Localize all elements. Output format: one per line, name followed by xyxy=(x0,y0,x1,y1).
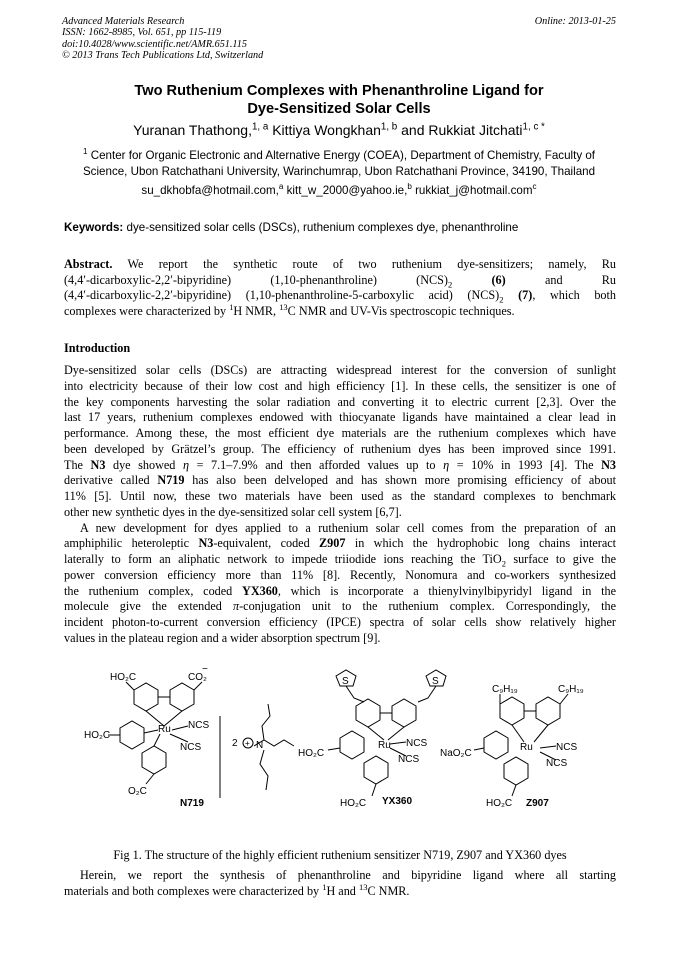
n719-name: N719 xyxy=(180,798,204,809)
n719-plus: + xyxy=(245,739,250,748)
abstract-text: (4,4′-dicarboxylic-2,2′-bipyridine) (1,10-phenanthroline) (NCS) xyxy=(64,272,448,287)
title-line-1: Two Ruthenium Complexes with Phenanthroline Ligand for xyxy=(134,83,544,99)
author-list xyxy=(62,122,616,139)
doi-line: doi:10.4028/www.scientific.net/AMR.651.115 xyxy=(62,38,247,50)
pi-symbol: π xyxy=(233,599,240,614)
pyridine-ring xyxy=(484,731,508,759)
abstract-label: Abstract. xyxy=(64,257,113,271)
z907-ncs2-label: NCS xyxy=(546,758,568,769)
affiliation-line-2: Science, Ubon Ratchathani University, Warinchumrap, Ubon Ratchathani Province, 34190, Thailand xyxy=(82,164,596,178)
dye-name: N3 xyxy=(601,457,617,472)
z907-ncs1-label: NCS xyxy=(556,742,578,753)
body-line: values in the plateau region and a wider absorption spectrum [9]. xyxy=(64,630,381,645)
z907-c9b-label: C₉H₁₉ xyxy=(558,684,584,695)
alkyl-chain xyxy=(260,750,268,790)
compound-label: (6) xyxy=(491,272,506,287)
z907-hooc-label: HO₂C xyxy=(486,798,513,809)
author-and: and xyxy=(401,122,425,138)
body-line xyxy=(64,536,616,552)
body-line: last 17 years, ruthenium complexes endowed with thiocyanate ligands have maintained a clear lead in xyxy=(64,410,616,425)
n719-ammonium-n: N xyxy=(256,740,264,751)
n719-structure xyxy=(108,682,294,798)
body-text: = 7.1–7.9% and then afforded values up to xyxy=(196,457,436,472)
email-3[interactable]: rukkiat_j@hotmail.com xyxy=(415,184,533,197)
body-text: laterally to form an aliphatic network to impede triiodide ions reaching the TiO xyxy=(64,552,502,566)
dye-name: N719 xyxy=(157,473,185,488)
superscript: 13 xyxy=(279,302,288,313)
z907-ru-label: Ru xyxy=(520,742,533,753)
alkyl-chain xyxy=(262,704,270,740)
body-text: the ruthenium complex, coded xyxy=(64,583,233,598)
pyridine-ring xyxy=(340,731,364,759)
body-line: been developed by Grätzel’s group. The efficiency of ruthenium dyes has been improved since 1991. xyxy=(64,441,616,456)
superscript: 1 xyxy=(229,302,234,313)
yx360-hooc-label: HO₂C xyxy=(298,748,325,759)
introduction-body xyxy=(64,363,616,647)
keywords xyxy=(64,220,616,235)
title-line-2: Dye-Sensitized Solar Cells xyxy=(247,101,431,117)
yx360-ru-label: Ru xyxy=(378,740,391,751)
body-line xyxy=(64,599,616,615)
pyridine-ring xyxy=(504,757,528,785)
author-2: Kittiya Wongkhan xyxy=(272,122,381,138)
yx360-ncs2-label: NCS xyxy=(398,754,420,765)
online-date: Online: 2013-01-25 xyxy=(534,16,616,27)
pyridine-ring xyxy=(364,756,388,784)
author-3-affil: 1, c * xyxy=(522,121,545,133)
n719-minus: − xyxy=(202,668,208,675)
z907-c9a-label: C₉H₁₉ xyxy=(492,684,518,695)
email-1[interactable]: su_dkhobfa@hotmail.com, xyxy=(141,184,279,197)
abstract-text: complexes were characterized by xyxy=(64,304,227,319)
dye-name: N3 xyxy=(90,457,106,472)
affiliation xyxy=(62,148,616,179)
author-1-affil: 1, a xyxy=(251,121,269,133)
body-line: performance. Among these, the most efficient dye materials are the ruthenium complexes which have xyxy=(64,426,616,440)
abstract-line xyxy=(64,257,616,273)
paper-title xyxy=(62,82,616,118)
pyridine-ring xyxy=(500,697,524,725)
compound-label: (7) xyxy=(518,288,533,303)
body-line: power conversion efficiency more than 11% [8]. Recently, Nonomura and co-workers synthesized xyxy=(64,567,616,582)
n719-ncs1-label: NCS xyxy=(188,720,210,731)
email-2-mark: b xyxy=(407,182,412,192)
body-text: dye showed xyxy=(112,457,176,472)
body-text: = 10% in 1993 [4]. The xyxy=(456,457,594,472)
n719-ru-label: Ru xyxy=(158,724,171,735)
superscript: 1 xyxy=(322,881,327,892)
n719-hooc-label: HO₂C xyxy=(110,672,137,683)
abstract-text: C NMR and UV-Vis spectroscopic techniques. xyxy=(287,304,515,319)
body-text: amphiphilic heteroleptic xyxy=(64,536,190,551)
body-line: Herein, we report the synthesis of phenanthroline and bipyridine ligand where all starting xyxy=(80,868,616,882)
abstract-text: We report the synthetic route of two ruthenium dye-sensitizers; namely, Ru xyxy=(127,257,617,271)
abstract xyxy=(64,257,616,320)
z907-naooc-label: NaO₂C xyxy=(440,748,472,759)
yx360-s-label: S xyxy=(342,676,349,687)
n719-o2c-label: O₂C xyxy=(128,786,147,797)
body-text: has also been delveloped and has shown more promising efficiency of about xyxy=(192,473,617,488)
body-line xyxy=(64,552,616,568)
author-2-affil: 1, b xyxy=(380,121,398,133)
body-text: surface to give the xyxy=(513,552,616,566)
body-text: C NMR. xyxy=(367,883,410,898)
eta-symbol: η xyxy=(182,457,189,472)
n719-co2-label: CO₂ xyxy=(188,672,207,683)
affiliation-number: 1 xyxy=(82,147,88,157)
email-2[interactable]: kitt_w_2000@yahoo.ie, xyxy=(286,184,408,197)
affiliation-line-1: Center for Organic Electronic and Alternative Energy (COEA), Department of Chemistry, Faculty of xyxy=(90,149,596,162)
closing-paragraph xyxy=(64,868,616,900)
body-text: molecule give the extended xyxy=(64,599,222,614)
body-text: , which is incorporate a thienylvinylbipyridyl ligand in the xyxy=(277,583,616,598)
body-line: incident photon-to-current conversion efficiency (IPCE) spectra of solar cells show relatively higher xyxy=(64,615,616,629)
pyridine-ring xyxy=(170,683,194,711)
yx360-hooc2-label: HO₂C xyxy=(340,798,367,809)
body-line: 11% [5]. Until now, these two materials have been used as the standard complexes to benchmark xyxy=(64,489,616,503)
yx360-s-label: S xyxy=(432,676,439,687)
yx360-structure xyxy=(328,670,446,796)
body-text: materials and both complexes were characterized by xyxy=(64,883,320,898)
body-line: Dye-sensitized solar cells (DSCs) are attracting widespread interest for the conversion of sunlight xyxy=(64,363,616,377)
body-text: The xyxy=(64,457,83,472)
superscript: 13 xyxy=(358,881,368,892)
email-3-mark: c xyxy=(532,182,537,192)
body-text: in which the hydrophobic long chains interact xyxy=(354,536,617,551)
abstract-text: and Ru xyxy=(544,272,617,287)
pyridine-ring xyxy=(392,699,416,727)
n719-counter: 2 xyxy=(232,738,238,749)
abstract-text: H NMR, xyxy=(233,304,277,319)
pyridine-ring xyxy=(134,683,158,711)
n719-hooc2-label: HO₂C xyxy=(84,730,111,741)
body-line: the key components harvesting the solar radiation and converting it to electric current [2,3]. Over the xyxy=(64,394,616,409)
figure-caption: Fig 1. The structure of the highly efficient ruthenium sensitizer N719, Z907 and YX360 dyes xyxy=(113,848,567,862)
body-line xyxy=(64,473,616,489)
body-text: -equivalent, coded xyxy=(213,536,310,551)
body-line xyxy=(64,584,616,600)
copyright-line: © 2013 Trans Tech Publications Ltd, Switzerland xyxy=(62,50,264,62)
body-line xyxy=(64,458,616,474)
dye-name: YX360 xyxy=(242,583,278,598)
subscript: 2 xyxy=(499,294,504,305)
z907-name: Z907 xyxy=(526,798,549,809)
structure-figure xyxy=(84,668,614,818)
dye-name: Z907 xyxy=(319,536,346,551)
keywords-text: dye-sensitized solar cells (DSCs), ruthenium complexes dye, phenanthroline xyxy=(126,221,519,234)
pyridine-ring xyxy=(356,699,380,727)
body-text: derivative called xyxy=(64,473,150,488)
journal-header xyxy=(62,16,616,62)
subscript: 2 xyxy=(501,558,506,569)
author-3: Rukkiat Jitchati xyxy=(428,122,523,138)
abstract-text: (4,4′-dicarboxylic-2,2′-bipyridine) (1,10-phenanthroline-5-carboxylic acid) (NCS) xyxy=(64,288,500,303)
body-line: into electricity because of their low cost and high efficiency [1]. In these cells, the sensitizer is one of xyxy=(64,378,616,393)
n719-ncs2-label: NCS xyxy=(180,742,202,753)
dye-name: N3 xyxy=(198,536,214,551)
body-line: other new synthetic dyes in the dye-sensitized solar cell system [6,7]. xyxy=(64,504,402,519)
abstract-text: , which both xyxy=(532,288,617,303)
abstract-line xyxy=(64,288,616,304)
body-line xyxy=(64,881,616,900)
email-list xyxy=(62,183,616,198)
pyridine-ring xyxy=(536,697,560,725)
email-1-mark: a xyxy=(278,182,284,192)
body-text: H and xyxy=(326,883,356,898)
keywords-label: Keywords: xyxy=(64,221,124,234)
body-text: -conjugation unit to the ruthenium complex. Correspondingly, the xyxy=(239,599,617,614)
abstract-line xyxy=(64,304,616,320)
pyridine-ring xyxy=(120,721,144,749)
author-1: Yuranan Thathong, xyxy=(133,122,252,138)
issn-line: ISSN: 1662-8985, Vol. 651, pp 115-119 xyxy=(62,27,222,39)
eta-symbol: η xyxy=(443,457,450,472)
abstract-line xyxy=(64,273,616,289)
section-heading: Introduction xyxy=(64,341,131,355)
yx360-ncs1-label: NCS xyxy=(406,738,428,749)
pyridine-ring xyxy=(142,746,166,774)
body-line: A new development for dyes applied to a ruthenium solar cell comes from the preparation of an xyxy=(80,520,616,535)
journal-name: Advanced Materials Research xyxy=(62,16,185,27)
yx360-name: YX360 xyxy=(382,796,413,807)
subscript: 2 xyxy=(448,279,453,290)
